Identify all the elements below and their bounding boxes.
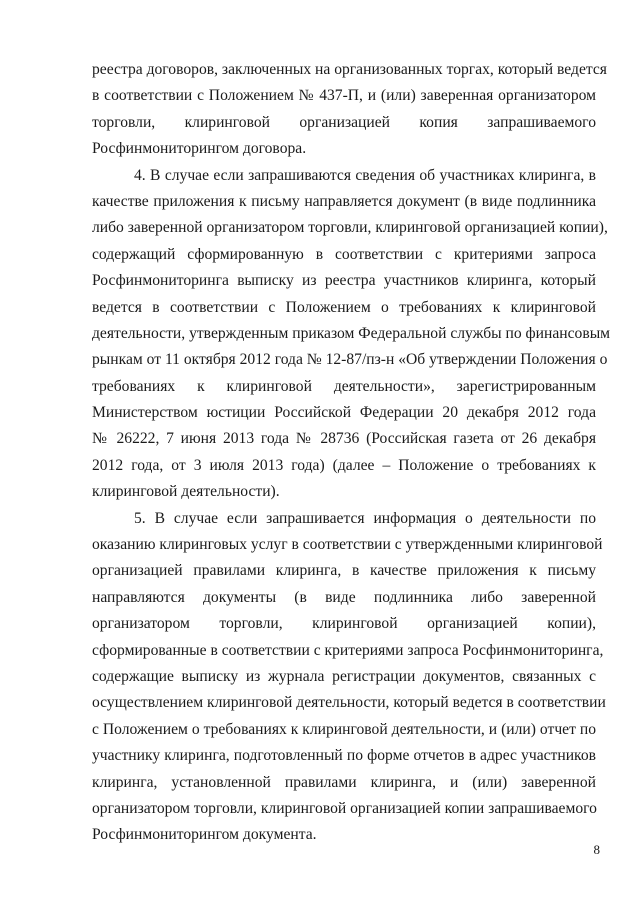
text-line: осуществлением клиринговой деятельности, который ведется в соответствии [92,694,606,712]
text-line: требованиях к клиринговой деятельности», зарегистрированным [92,377,596,395]
text-line: организатором торговли, клиринговой организацией копии запрашиваемого [92,799,597,817]
text-line: организатором торговли, клиринговой организацией копии), [92,615,596,633]
text-line: с Положением о требованиях к клиринговой деятельности, и (или) отчет по [92,720,596,738]
text-line: клиринговой деятельности). [92,483,280,501]
text-line: деятельности, утвержденным приказом Федеральной службы по финансовым [92,324,611,342]
text-line: клиринга, установленной правилами клиринга, и (или) заверенной [92,773,596,791]
text-line: 2012 года, от 3 июля 2013 года) (далее – Положение о требованиях к [92,456,596,474]
text-line: направляются документы (в виде подлинника либо заверенной [92,588,596,606]
text-line: Росфинмониторинга выписку из реестра участников клиринга, который [92,272,596,290]
body-text [92,57,611,849]
text-line: сформированные в соответствии с критериями запроса Росфинмониторинга, [92,641,604,659]
text-line: реестра договоров, заключенных на организованных торгах, который ведется [92,61,607,78]
text-line: организацией правилами клиринга, в качестве приложения к письму [92,562,596,580]
text-line: содержащий сформированную в соответствии с критериями запроса [92,245,596,263]
page-number: 8 [593,842,600,857]
text-line: торговли, клиринговой организацией копия запрашиваемого [92,113,596,131]
text-line: в соответствии с Положением № 437-П, и (или) заверенная организатором [92,87,596,105]
paragraph-4-first-line: 4. В случае если запрашиваются сведения об участниках клиринга, в [134,166,596,184]
text-line: содержащие выписку из журнала регистрации документов, связанных с [92,667,596,685]
text-line: участнику клиринга, подготовленный по форме отчетов в адрес участников [92,747,596,765]
text-line: оказанию клиринговых услуг в соответствии с утвержденными клиринговой [92,536,603,554]
text-line: рынкам от 11 октября 2012 года № 12-87/пз-н «Об утверждении Положения о [92,351,608,369]
text-line: Росфинмониторингом документа. [92,826,317,844]
text-line: качестве приложения к письму направляется документ (в виде подлинника [92,192,596,210]
text-line: Министерством юстиции Российской Федерации 20 декабря 2012 года [92,404,596,422]
text-line: Росфинмониторингом договора. [92,140,307,158]
text-line: ведется в соответствии с Положением о требованиях к клиринговой [92,298,596,316]
text-line: либо заверенной организатором торговли, клиринговой организацией копии), [92,219,608,237]
paragraph-5-first-line: 5. В случае если запрашивается информация о деятельности по [134,509,596,527]
text-line: № 26222, 7 июня 2013 года № 28736 (Российская газета от 26 декабря [92,430,596,448]
